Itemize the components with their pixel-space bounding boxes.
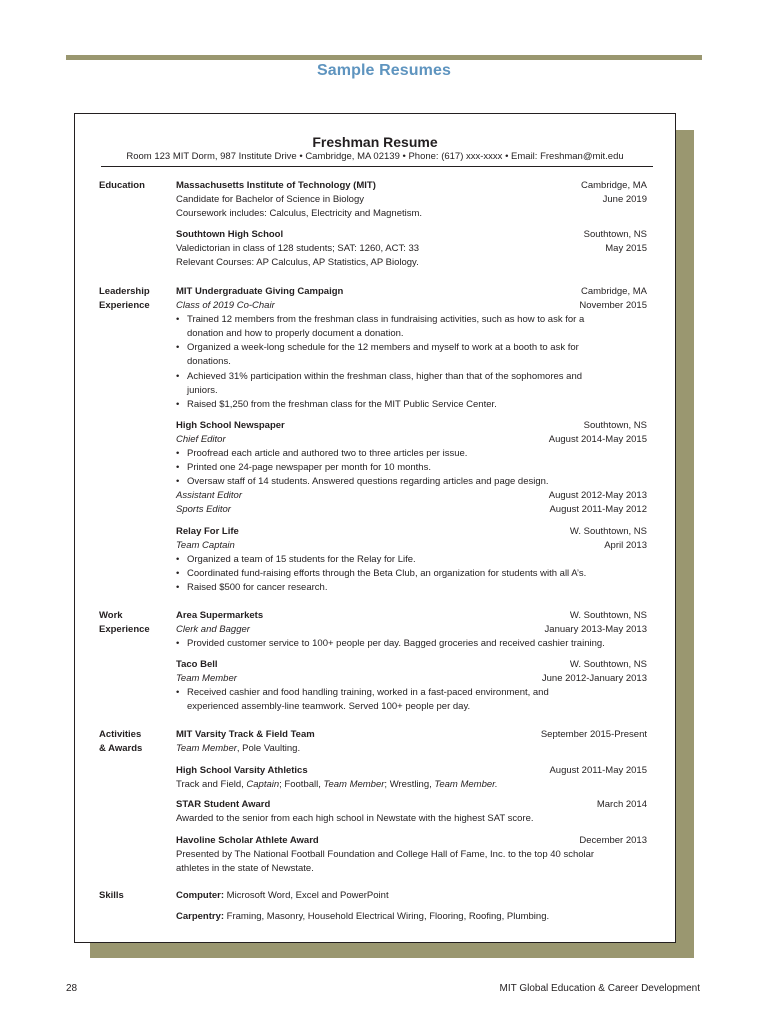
entry-location: Cambridge, MA [581, 180, 647, 191]
section-label-work: Work [99, 610, 123, 621]
entry-role: Chief Editor [176, 434, 226, 445]
bullet-item: • Raised $500 for cancer research. [176, 582, 328, 593]
bullet-glyph: • [176, 462, 180, 473]
entry-date: May 2015 [605, 243, 647, 254]
bullet-item: • Received cashier and food handling training, worked in a fast-paced environment, and [176, 687, 549, 698]
entry-date: August 2011-May 2012 [549, 504, 647, 515]
bullet-item: • Organized a team of 15 students for the Relay for Life. [176, 554, 416, 565]
resume-title: Freshman Resume [312, 134, 438, 150]
entry-location: Southtown, NS [583, 229, 647, 240]
entry-title: High School Varsity Athletics [176, 765, 308, 776]
entry-title: MIT Undergraduate Giving Campaign [176, 286, 344, 297]
bullet-continuation: donation and how to properly document a donation. [187, 328, 404, 339]
bullet-glyph: • [176, 476, 180, 487]
bullet-item: • Achieved 31% participation within the freshman class, higher than that of the sophomores and [176, 371, 583, 382]
entry-date: April 2013 [604, 540, 647, 551]
bullet-item: • Coordinated fund-raising efforts through the Beta Club, an organization for students with all A’s. [176, 568, 587, 579]
entry-title: Area Supermarkets [176, 610, 264, 621]
bullet-glyph: • [176, 399, 180, 410]
entry-date: September 2015-Present [540, 729, 647, 740]
entry-line: athletes in the state of Newstate. [176, 863, 314, 874]
entry-line: Awarded to the senior from each high school in Newstate with the highest SAT score. [176, 813, 534, 824]
page-number: 28 [66, 983, 78, 994]
entry-date: June 2019 [602, 194, 647, 205]
entry-date: August 2012-May 2013 [548, 490, 647, 501]
bullet-continuation: experienced assembly-line teamwork. Served 100+ people per day. [187, 701, 471, 712]
bullet-item: • Provided customer service to 100+ people per day. Bagged groceries and received cashier training. [176, 638, 605, 649]
entry-title: High School Newspaper [176, 420, 285, 431]
bullet-item: • Oversaw staff of 14 students. Answered questions regarding articles and page design. [176, 476, 549, 487]
entry-title: Southtown High School [176, 229, 284, 240]
entry-title: STAR Student Award [176, 799, 271, 810]
entry-date: March 2014 [596, 799, 647, 810]
section-label-work-2: Experience [99, 624, 150, 635]
bullet-glyph: • [176, 568, 180, 579]
bullet-glyph: • [176, 371, 180, 382]
top-rule [66, 55, 702, 60]
entry-role: Assistant Editor [176, 490, 242, 501]
contact-line: Room 123 MIT Dorm, 987 Institute Drive • Cambridge, MA 02139 • Phone: (617) xxx-xxxx • Email: Freshman@mit.edu [126, 151, 624, 162]
bullet-glyph: • [176, 582, 180, 593]
entry-date: November 2015 [579, 300, 647, 311]
entry-role: Team Member [176, 673, 237, 684]
bullet-item: • Organized a week-long schedule for the 12 members and myself to work at a booth to ask for [176, 342, 579, 353]
entry-location: W. Southtown, NS [569, 526, 647, 537]
bullet-glyph: • [176, 448, 180, 459]
entry-location: W. Southtown, NS [569, 659, 647, 670]
bullet-glyph: • [176, 342, 180, 353]
section-label-education: Education [99, 180, 145, 191]
entry-line: Coursework includes: Calculus, Electricity and Magnetism. [176, 208, 423, 219]
entry-line: Valedictorian in class of 128 students; SAT: 1260, ACT: 33 [176, 243, 420, 254]
entry-role: Clerk and Bagger [176, 624, 250, 635]
entry-role: Sports Editor [176, 504, 231, 515]
entry-location: Southtown, NS [583, 420, 647, 431]
bullet-item: • Trained 12 members from the freshman class in fundraising activities, such as how to ask for a [176, 314, 585, 325]
bullet-glyph: • [176, 554, 180, 565]
bullet-item: • Proofread each article and authored two to three articles per issue. [176, 448, 468, 459]
skill-computer: Computer: Microsoft Word, Excel and PowerPoint [176, 890, 389, 901]
section-label-leadership: Leadership [99, 286, 150, 297]
entry-title: Havoline Scholar Athlete Award [176, 835, 319, 846]
entry-title: MIT Varsity Track & Field Team [176, 729, 315, 740]
entry-location: Cambridge, MA [581, 286, 647, 297]
entry-role: Team Captain [176, 540, 235, 551]
entry-date: August 2014-May 2015 [548, 434, 647, 445]
header-rule [101, 166, 653, 167]
bullet-glyph: • [176, 638, 180, 649]
entry-line: Candidate for Bachelor of Science in Biology [176, 194, 365, 205]
section-label-leadership-2: Experience [99, 300, 150, 311]
bullet-glyph: • [176, 314, 180, 325]
entry-line: Team Member, Pole Vaulting. [176, 743, 301, 754]
bullet-glyph: • [176, 687, 180, 698]
entry-title: Relay For Life [176, 526, 239, 537]
entry-date: January 2013-May 2013 [544, 624, 647, 635]
entry-line: Track and Field, Captain; Football, Team Member; Wrestling, Team Member. [176, 779, 498, 790]
section-label-activities-2: & Awards [99, 743, 143, 754]
entry-title: Taco Bell [176, 659, 218, 670]
section-label-activities: Activities [99, 729, 142, 740]
entry-line: Presented by The National Football Foundation and College Hall of Fame, Inc. to the top 40 scholar [176, 849, 595, 860]
entry-role: Class of 2019 Co-Chair [176, 300, 275, 311]
entry-date: August 2011-May 2015 [549, 765, 647, 776]
entry-date: June 2012-January 2013 [541, 673, 647, 684]
resume-sheet [74, 113, 676, 943]
bullet-item: • Raised $1,250 from the freshman class for the MIT Public Service Center. [176, 399, 497, 410]
bullet-item: • Printed one 24-page newspaper per month for 10 months. [176, 462, 431, 473]
page-heading: Sample Resumes [317, 62, 451, 79]
section-label-skills: Skills [99, 890, 124, 901]
skill-carpentry: Carpentry: Framing, Masonry, Household Electrical Wiring, Flooring, Roofing, Plumbing. [176, 911, 550, 922]
entry-date: December 2013 [579, 835, 647, 846]
bullet-continuation: juniors. [187, 385, 218, 396]
bullet-continuation: donations. [187, 356, 231, 367]
entry-line: Relevant Courses: AP Calculus, AP Statistics, AP Biology. [176, 257, 419, 268]
entry-location: W. Southtown, NS [569, 610, 647, 621]
entry-title: Massachusetts Institute of Technology (MIT) [176, 180, 376, 191]
footer-org: MIT Global Education & Career Development [499, 983, 700, 994]
